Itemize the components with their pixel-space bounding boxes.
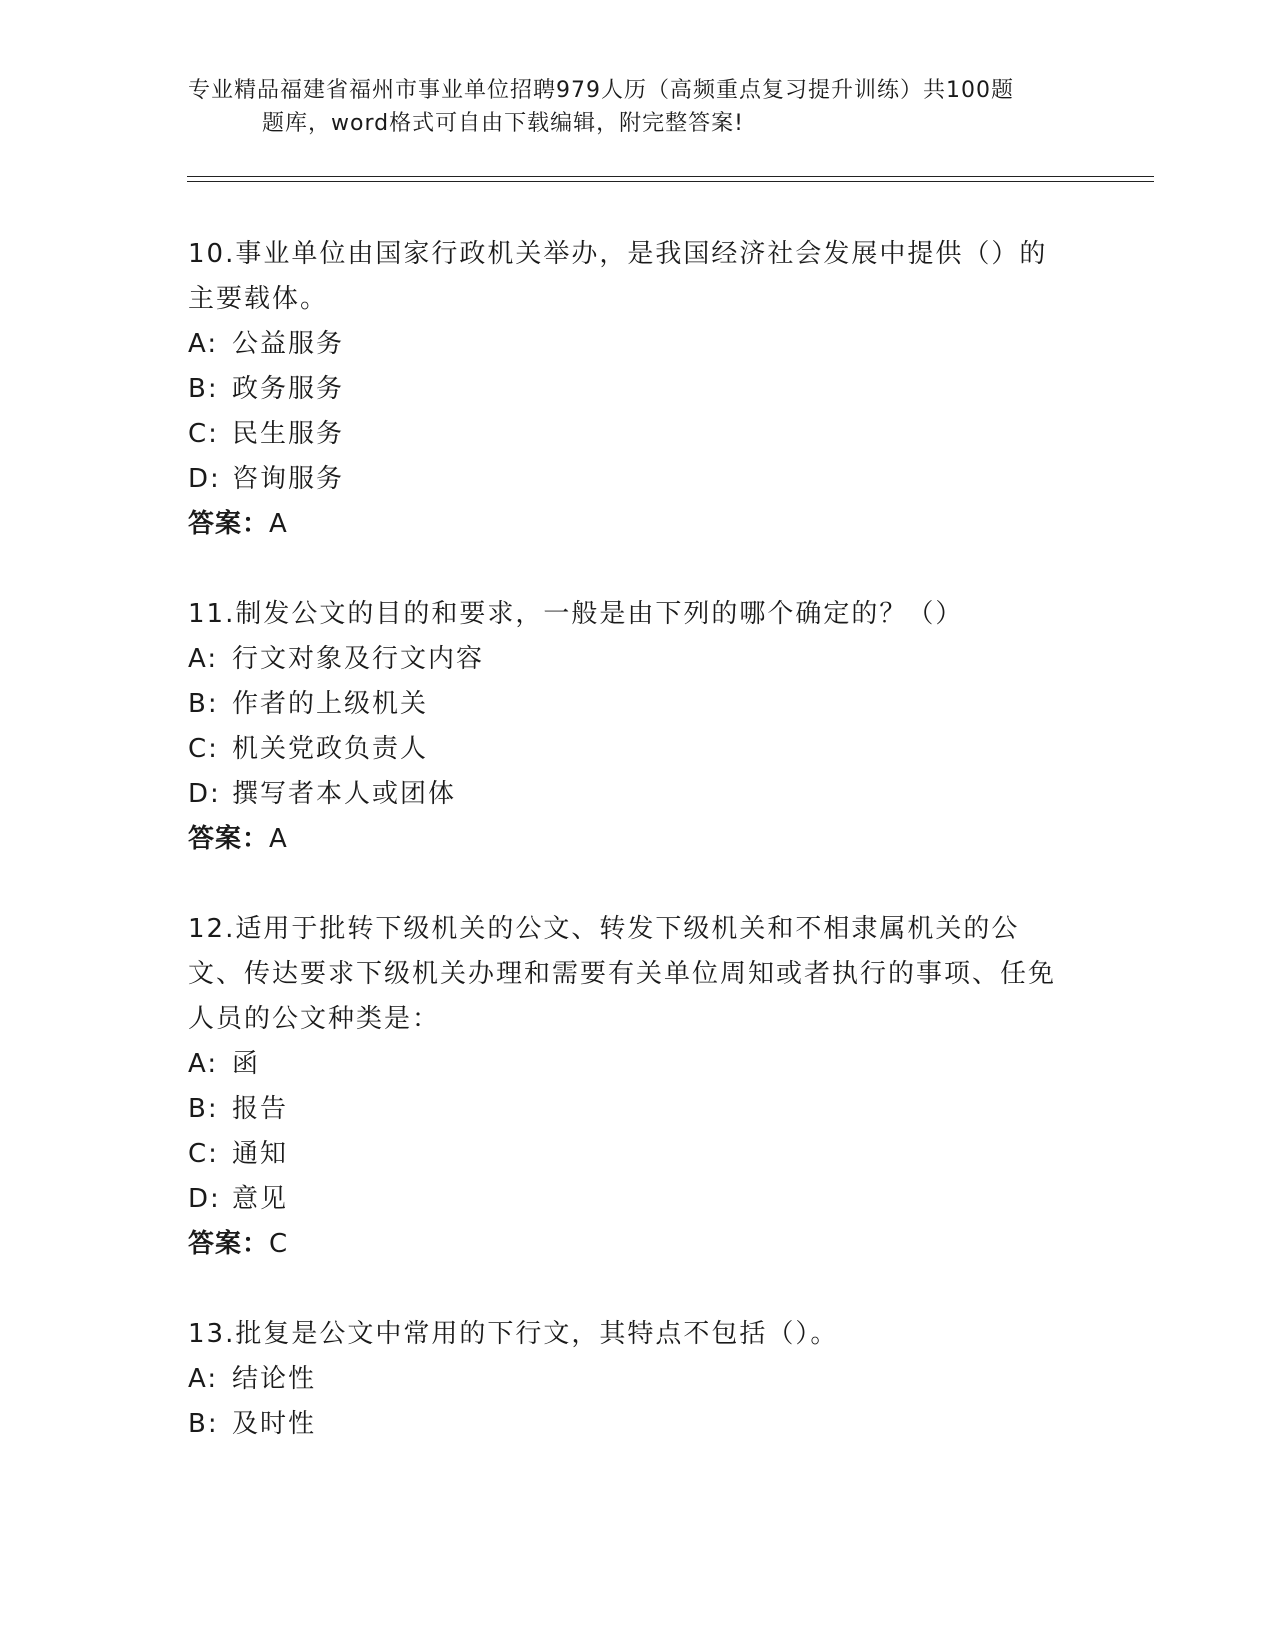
option-text: 行文对象及行文内容 (232, 644, 485, 674)
option-text: 民生服务 (232, 419, 345, 449)
answer-label: 答案： (188, 1229, 270, 1259)
answer-line (188, 817, 1088, 862)
option-text: 通知 (232, 1139, 289, 1169)
header-line-2: 题库，word格式可自由下载编辑，附完整答案! (262, 111, 744, 136)
question-10 (188, 232, 1088, 547)
option-b (188, 682, 1088, 727)
option-letter: C: (188, 734, 219, 764)
option-text: 结论性 (232, 1364, 317, 1394)
option-b (188, 1402, 1088, 1447)
option-text: 意见 (232, 1184, 289, 1214)
answer-line (188, 502, 1088, 547)
answer-label: 答案： (188, 824, 270, 854)
option-letter: A: (188, 1364, 219, 1394)
option-letter: C: (188, 1139, 219, 1169)
question-stem: 12.适用于批转下级机关的公文、转发下级机关和不相隶属机关的公文、传达要求下级机关办理和需要有关单位周知或者执行的事项、任免人员的公文种类是： (188, 914, 1057, 1034)
answer-value: A (269, 824, 288, 854)
answer-line (188, 1222, 1088, 1267)
option-letter: B: (188, 1409, 219, 1439)
option-text: 公益服务 (232, 329, 345, 359)
option-d (188, 457, 1088, 502)
option-letter: A: (188, 1049, 219, 1079)
option-text: 及时性 (232, 1409, 317, 1439)
option-text: 报告 (232, 1094, 289, 1124)
option-letter: B: (188, 689, 219, 719)
question-13 (188, 1312, 1088, 1447)
option-a (188, 322, 1088, 367)
option-text: 函 (232, 1049, 261, 1079)
option-letter: D: (188, 1184, 221, 1214)
answer-label: 答案： (188, 509, 270, 539)
question-stem: 10.事业单位由国家行政机关举办，是我国经济社会发展中提供（）的主要载体。 (188, 239, 1048, 314)
question-list (188, 232, 1088, 1447)
header-rule-bottom (187, 181, 1154, 182)
question-12 (188, 907, 1088, 1267)
header-rule-top (187, 176, 1154, 177)
option-letter: A: (188, 329, 219, 359)
option-b (188, 1087, 1088, 1132)
option-letter: C: (188, 419, 219, 449)
option-text: 机关党政负责人 (232, 734, 429, 764)
option-b (188, 367, 1088, 412)
option-d (188, 1177, 1088, 1222)
option-a (188, 1357, 1088, 1402)
option-letter: A: (188, 644, 219, 674)
option-d (188, 772, 1088, 817)
option-c (188, 1132, 1088, 1177)
header-line-1: 专业精品福建省福州市事业单位招聘979人历（高频重点复习提升训练）共100题 (188, 78, 1014, 103)
option-a (188, 637, 1088, 682)
option-letter: B: (188, 374, 219, 404)
option-letter: D: (188, 464, 221, 494)
question-11 (188, 592, 1088, 862)
option-c (188, 727, 1088, 772)
document-header (188, 74, 1088, 140)
option-text: 政务服务 (232, 374, 345, 404)
option-a (188, 1042, 1088, 1087)
option-letter: D: (188, 779, 221, 809)
option-c (188, 412, 1088, 457)
question-stem: 11.制发公文的目的和要求，一般是由下列的哪个确定的？（） (188, 599, 964, 629)
answer-value: A (269, 509, 288, 539)
question-stem: 13.批复是公文中常用的下行文，其特点不包括（）。 (188, 1319, 839, 1349)
option-text: 咨询服务 (232, 464, 345, 494)
option-text: 撰写者本人或团体 (232, 779, 457, 809)
option-text: 作者的上级机关 (232, 689, 429, 719)
option-letter: B: (188, 1094, 219, 1124)
answer-value: C (269, 1229, 289, 1259)
